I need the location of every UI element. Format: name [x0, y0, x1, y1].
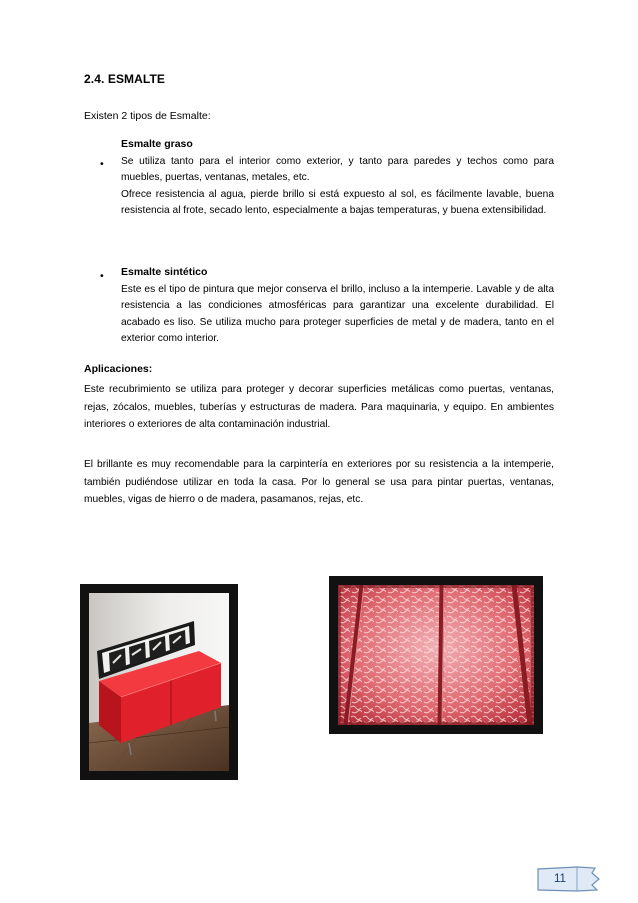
item-description: Este es el tipo de pintura que mejor conserva el brillo, incluso a la intemperie. Lavable y de alta resistencia a las condiciones atmosféricas para garantizar una excelente durabilidad. El acabado es liso. Se utiliza mucho para proteger superficies de metal y de madera, tanto en el exterior como interior.	[121, 284, 554, 344]
section-heading: 2.4. ESMALTE	[84, 72, 165, 86]
applications-paragraph: El brillante es muy recomendable para la carpintería en exteriores por su resistencia a la intemperie, también pudiéndose utilizar en toda la casa. Por lo general se usa para pintar puertas, ventanas, muebles, vigas de hierro o de madera, pasamanos, rejas, etc.	[84, 459, 554, 505]
item-description: Se utiliza tanto para el interior como exterior, y tanto para paredes y techos como para muebles, puertas, ventanas, metales, etc.	[121, 156, 554, 184]
bullet-marker: •	[100, 158, 104, 170]
page-number: 11	[554, 873, 566, 885]
applications-paragraph: Este recubrimiento se utiliza para proteger y decorar superficies metálicas como puertas, ventanas, rejas, zócalos, muebles, tuberías y estructuras de madera. Para maquinaria, y equipo. En ambientes interiores o exteriores de alta contaminación industrial.	[84, 384, 554, 430]
photo-enamel-surface	[329, 576, 543, 734]
item-description: Ofrece resistencia al agua, pierde brillo si está expuesto al sol, es fácilmente lavable, buena resistencia al frote, secado lento, especialmente a bajas temperaturas, y buena extensibilidad.	[121, 189, 554, 217]
photo-red-cabinet-image	[89, 593, 229, 771]
applications-heading: Aplicaciones:	[84, 363, 153, 375]
intro-text: Existen 2 tipos de Esmalte:	[84, 110, 211, 122]
bullet-marker: •	[100, 270, 104, 282]
photo-red-cabinet	[80, 584, 238, 780]
item-title-esmalte-graso: Esmalte graso	[121, 138, 193, 150]
photo-enamel-surface-image	[338, 585, 534, 725]
item-title-esmalte-sintetico: Esmalte sintético	[121, 266, 208, 278]
